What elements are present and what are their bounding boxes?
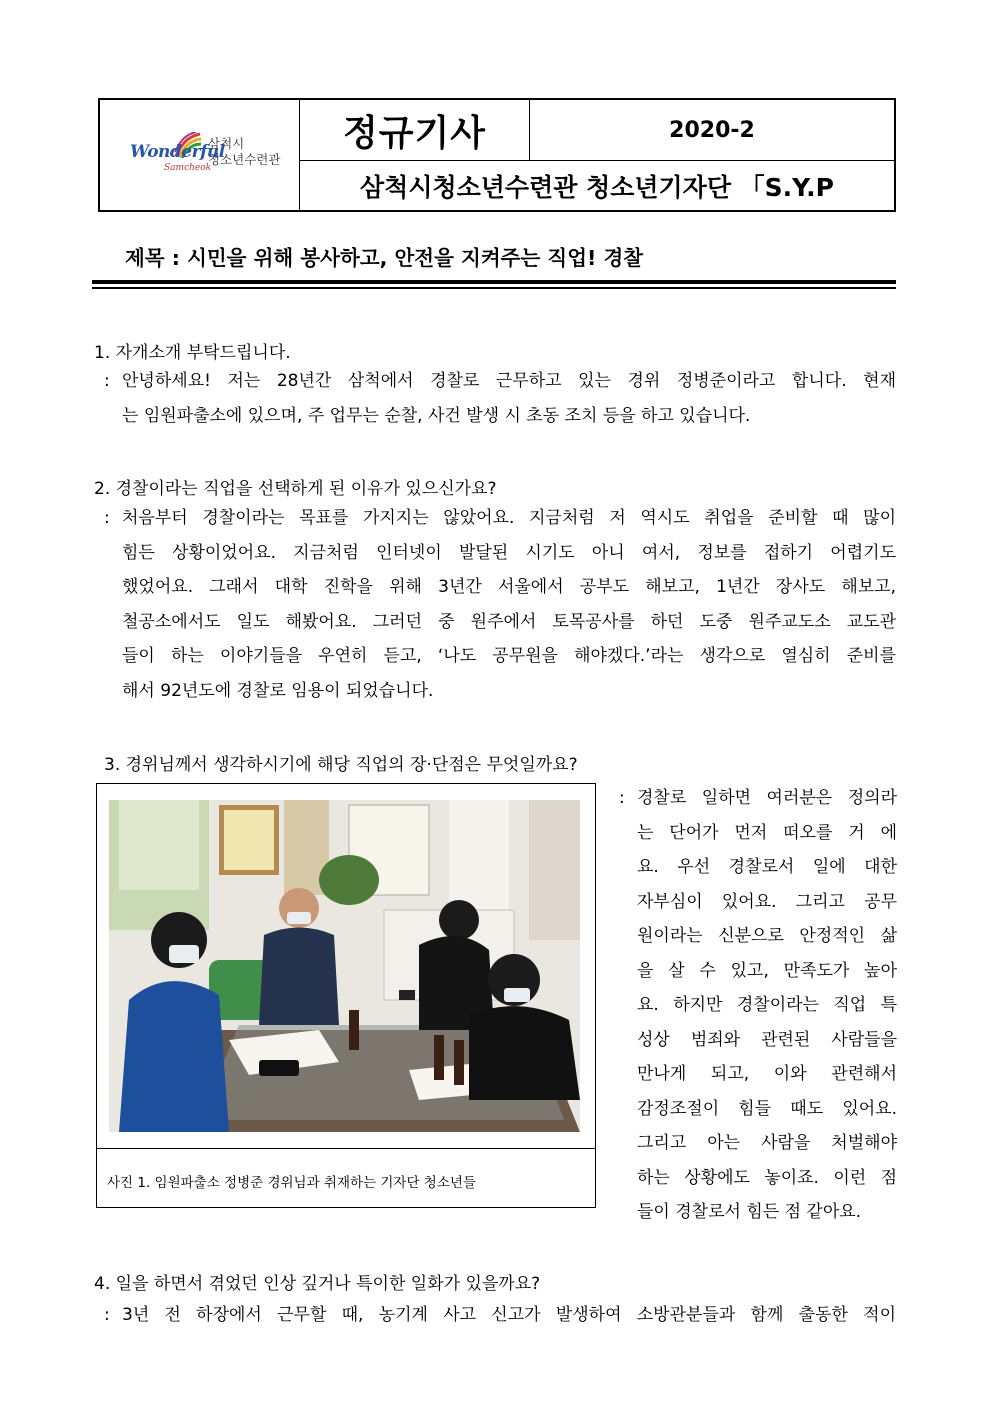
answer-line: 자부심이 있어요. 그리고 공무 [637, 891, 897, 912]
answer-line: 요. 하지만 경찰이라는 직업 특 [637, 995, 897, 1015]
article-title: 제목 : 시민을 위해 봉사하고, 안전을 지켜주는 직업! 경찰 [125, 246, 644, 270]
logo-cell [100, 100, 300, 210]
answer-line: 3년 전 하장에서 근무할 때, 농기계 사고 신고가 발생하여 소방관분들과 함께 출동한 적이 [122, 1305, 896, 1325]
interview-photo [109, 800, 580, 1132]
logo-brand-text: Wonderful [130, 142, 225, 162]
answer-line: 요. 우선 경찰로서 일에 대한 [637, 857, 897, 877]
question-1: 1. 자개소개 부탁드립니다. [94, 343, 291, 363]
answer-1 [104, 364, 896, 433]
interview-photo-image [109, 800, 580, 1132]
answer-line: 하는 상황에도 놓이죠. 이런 점 [637, 1167, 897, 1188]
answer-2 [104, 501, 896, 708]
answer-line: 경찰로 일하면 여러분은 정의라 [637, 788, 897, 808]
title-divider-thin [92, 287, 896, 289]
answer-4 [104, 1298, 896, 1333]
logo-korean-text [208, 136, 280, 168]
photo-caption: 사진 1. 임원파출소 정병준 경위님과 취재하는 기자단 청소년들 [107, 1175, 476, 1191]
logo-sub-text: Samcheok [164, 163, 212, 173]
answer-prefix: : [104, 508, 110, 528]
answer-line: 철공소에서도 일도 해봤어요. 그러던 중 원주에서 토목공사를 하던 도중 원주교도소 교도관 [122, 611, 896, 632]
answer-prefix: : [104, 1305, 110, 1325]
answer-line: 는 임원파출소에 있으며, 주 업무는 순찰, 사건 발생 시 초동 조치 등을 하고 있습니다. [122, 405, 751, 426]
answer-line: 성상 범죄와 관련된 사람들을 [637, 1029, 897, 1050]
title-divider-thick [92, 280, 896, 284]
issue-number: 2020-2 [530, 100, 894, 161]
logo-kr-line1: 삼척시 [208, 136, 245, 151]
answer-line: 감정조절이 힘들 때도 있어요. [637, 1098, 897, 1119]
question-2: 2. 경찰이라는 직업을 선택하게 된 이유가 있으신가요? [94, 479, 497, 499]
article-type: 정규기사 [300, 100, 530, 161]
header-table [98, 98, 896, 212]
answer-line: 안녕하세요! 저는 28년간 삼척에서 경찰로 근무하고 있는 경위 정병준이라고 합니다. 현재 [122, 371, 896, 391]
answer-prefix: : [619, 788, 625, 808]
answer-3 [619, 781, 897, 1230]
caption-divider [97, 1148, 595, 1149]
answer-line: 원이라는 신분으로 안정적인 삶 [637, 926, 897, 946]
answer-line: 그리고 아는 사람을 처벌해야 [637, 1133, 897, 1153]
answer-prefix: : [104, 371, 110, 391]
answer-line: 했었어요. 그래서 대학 진학을 위해 3년간 서울에서 공부도 해보고, 1년간 장사도 해보고, [122, 577, 896, 597]
answer-line: 해서 92년도에 경찰로 임용이 되었습니다. [122, 680, 434, 701]
wonderful-samcheok-logo [130, 132, 290, 182]
answer-line: 들이 하는 이야기들을 우연히 듣고, ‘나도 공무원을 해야겠다.’라는 생각으로 열심히 준비를 [122, 646, 896, 666]
answer-line: 들이 경찰로서 힘든 점 같아요. [637, 1202, 862, 1222]
question-4: 4. 일을 하면서 겪었던 인상 깊거나 특이한 일화가 있을까요? [94, 1274, 541, 1294]
answer-line: 을 살 수 있고, 만족도가 높아 [637, 960, 897, 981]
answer-line: 만나게 되고, 이와 관련해서 [637, 1064, 897, 1084]
logo-kr-line2: 청소년수련관 [208, 152, 281, 167]
photo-box [96, 783, 596, 1208]
answer-line: 는 단어가 먼저 떠오를 거 에 [637, 822, 897, 843]
answer-line: 힘든 상황이었어요. 지금처럼 인터넷이 발달된 시기도 아니 여서, 정보를 접하기 어렵기도 [122, 542, 896, 563]
answer-line: 처음부터 경찰이라는 목표를 가지지는 않았어요. 지금처럼 저 역시도 취업을 준비할 때 많이 [122, 508, 896, 528]
organization-name: 삼척시청소년수련관 청소년기자단 「S.Y.P [360, 172, 834, 202]
question-3: 3. 경위님께서 생각하시기에 해당 직업의 장·단점은 무엇일까요? [104, 755, 578, 775]
